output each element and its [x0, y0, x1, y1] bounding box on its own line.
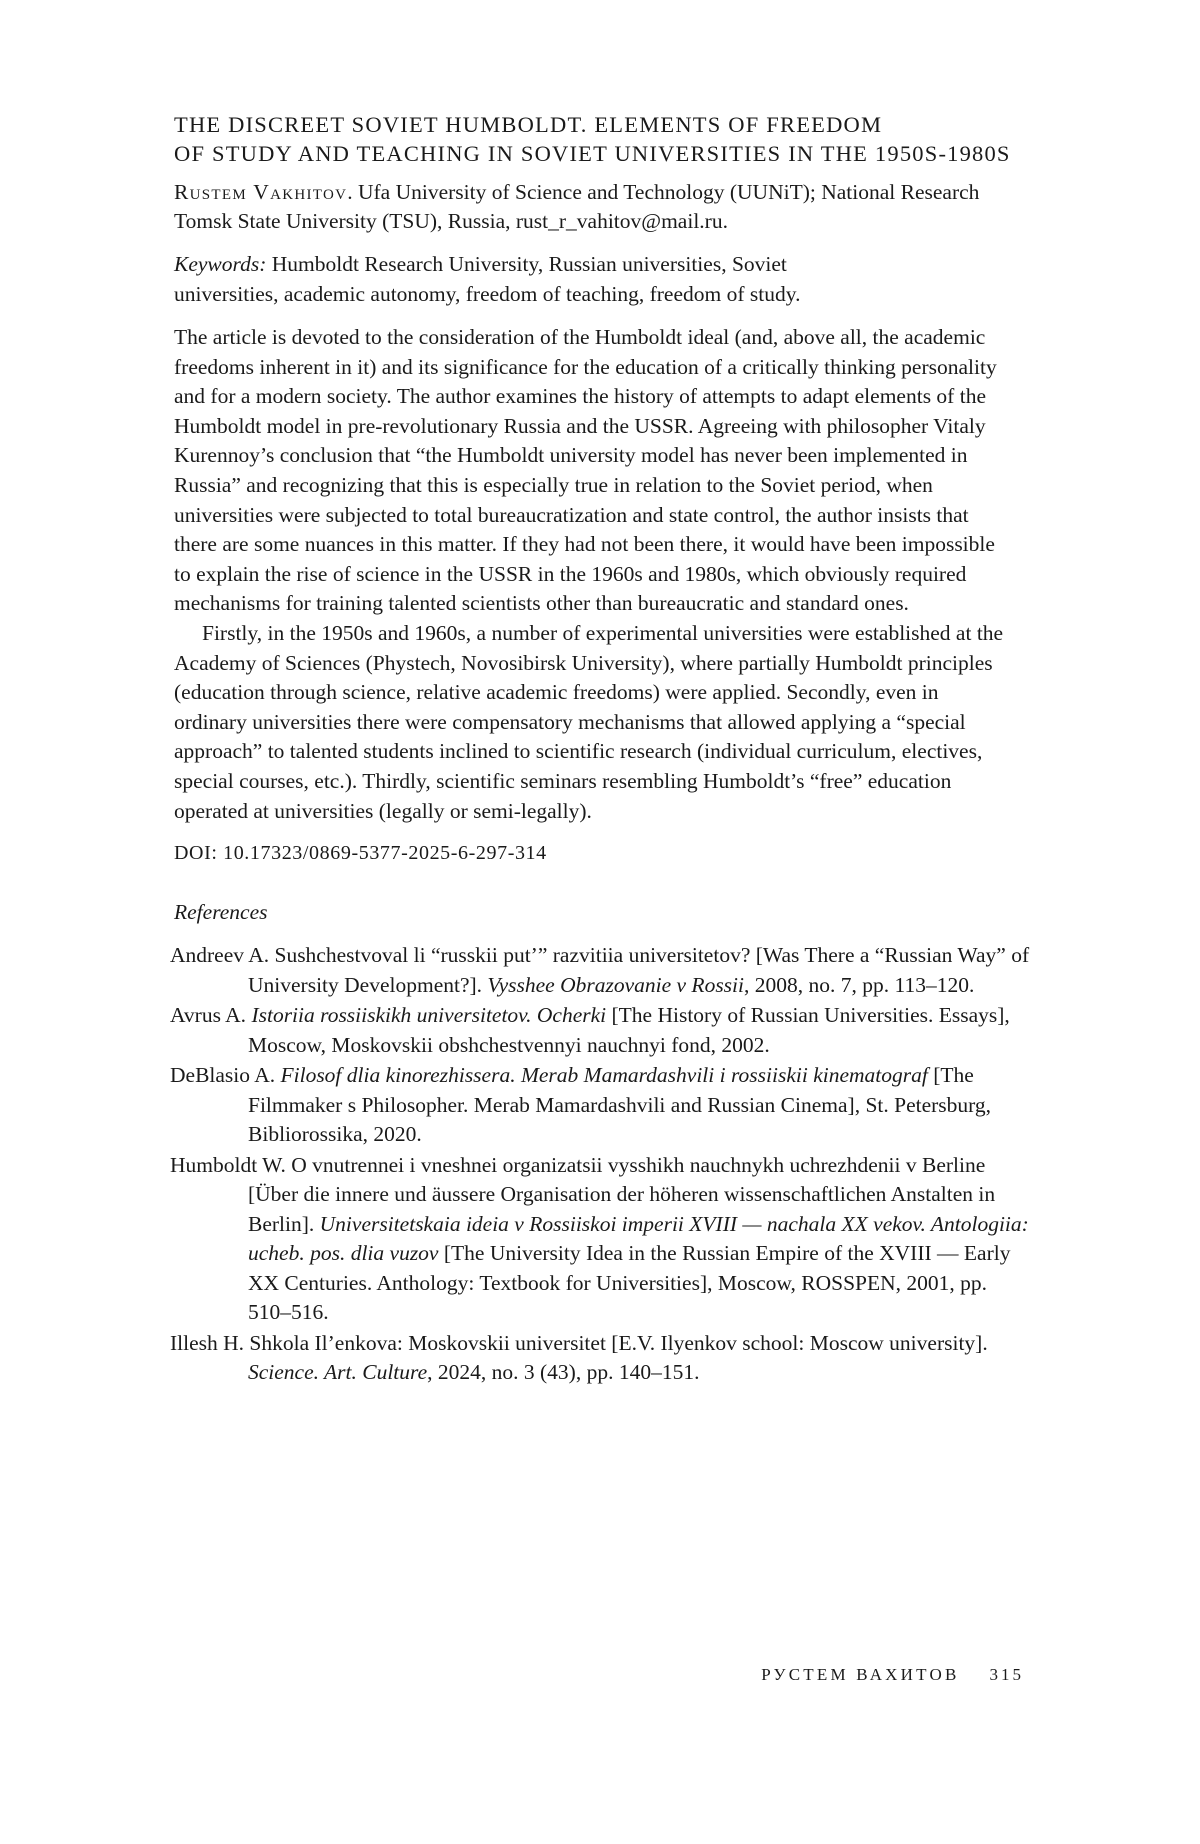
title-line-2: OF STUDY AND TEACHING IN SOVIET UNIVERSITIES IN THE 1950S-1980S	[174, 141, 1011, 166]
keywords-block	[174, 250, 834, 309]
reference-source: Science. Art. Culture	[248, 1360, 428, 1385]
reference-text: Humboldt W. O vnutrennei i vneshnei organizatsii vysshikh nauchnykh uchrezhdenii v Berline [Über die innere und äussere Organisation der höheren wissenschaftlichen Anstalten in Berlin].	[170, 1152, 996, 1236]
reference-item	[170, 1151, 1030, 1328]
title-line-1: THE DISCREET SOVIET HUMBOLDT. ELEMENTS OF FREEDOM	[174, 112, 883, 137]
reference-text: Andreev A. Sushchestvoval li “russkii put’” razvitiia universitetov? [Was There a “Russian Way” of University Development?].	[170, 943, 1030, 997]
abstract-paragraph-1: The article is devoted to the consideration of the Humboldt ideal (and, above all, the academic freedoms inherent in it) and its significance for the education of a critically thinking personality and for a modern society. The author examines the history of attempts to adapt elements of the Humboldt model in pre-revolutionary Russia and the USSR. Agreeing with philosopher Vitaly Kurennoy’s conclusion that “the Humboldt university model has never been implemented in Russia” and recognizing that this is especially true in relation to the Soviet period, when universities were subjected to total bureaucratization and state control, the author insists that there are some nuances in this matter. If they had not been there, it would have been impossible to explain the rise of science in the USSR in the 1960s and 1980s, which obviously required mechanisms for training talented scientists other than bureaucratic and standard ones.	[174, 325, 997, 616]
reference-item	[170, 1061, 1030, 1150]
reference-source: Universitetskaia ideia v Rossiiskoi imperii XVIII — nachala XX vekov. Antologiia: ucheb. pos. dlia vuzov	[248, 1211, 1029, 1266]
article-title	[174, 110, 1024, 168]
reference-details: [The Filmmaker s Philosopher. Merab Mamardashvili and Russian Cinema], St. Petersburg, Bibliorossika, 2020.	[248, 1063, 992, 1147]
reference-details: [The History of Russian Universities. Essays], Moscow, Moskovskii obshchestvennyi nauchnyi fond, 2002.	[248, 1003, 1010, 1057]
author-affiliation: . Ufa University of Science and Technology (UUNiT); National Research Tomsk State University (TSU), Russia, rust_r_vahitov@mail.ru.	[174, 180, 980, 233]
reference-source: Istoriia rossiiskikh universitetov. Ocherki	[251, 1003, 607, 1028]
reference-item	[170, 1001, 1030, 1060]
reference-source: Filosof dlia kinorezhissera. Merab Mamardashvili i rossiiskii kinematograf	[280, 1063, 928, 1088]
author-block	[174, 178, 1024, 236]
references-list	[170, 941, 1030, 1388]
page-number: 315	[989, 1665, 1024, 1684]
reference-item	[170, 941, 1030, 1000]
abstract	[174, 323, 1010, 826]
reference-item	[170, 1329, 1030, 1388]
reference-details: , 2024, no. 3 (43), pp. 140–151.	[427, 1360, 700, 1385]
running-head: РУСТЕМ ВАХИТОВ	[761, 1665, 960, 1684]
abstract-paragraph-2: Firstly, in the 1950s and 1960s, a number of experimental universities were established at the Academy of Sciences (Phystech, Novosibirsk University), where partially Humboldt principles (education through science, relative academic freedoms) were applied. Secondly, even in ordinary universities there were compensatory mechanisms that allowed applying a “special approach” to talented students inclined to scientific research (individual curriculum, electives, special courses, etc.). Thirdly, scientific seminars resembling Humboldt’s “free” education operated at universities (legally or semi-legally).	[174, 620, 1004, 823]
references-heading: References	[174, 900, 268, 925]
reference-text: Avrus A.	[170, 1003, 252, 1028]
doi: DOI: 10.17323/0869-5377-2025-6-297-314	[174, 842, 547, 865]
reference-details: , 2008, no. 7, pp. 113–120.	[744, 972, 975, 997]
reference-source: Vysshee Obrazovanie v Rossii	[487, 972, 744, 997]
keywords-label: Keywords:	[174, 252, 267, 276]
page-content	[170, 110, 1030, 1389]
reference-text: Illesh H. Shkola Il’enkova: Moskovskii universitet [E.V. Ilyenkov school: Moscow university].	[170, 1330, 988, 1355]
keywords-text: Humboldt Research University, Russian universities, Soviet universities, academic autonomy, freedom of teaching, freedom of study.	[174, 252, 801, 306]
reference-details: [The University Idea in the Russian Empire of the XVIII — Early XX Centuries. Anthology: Textbook for Universities], Moscow, ROSSPEN, 2001, pp. 510–516.	[248, 1241, 1011, 1325]
page-footer	[700, 1664, 1024, 1686]
reference-text: DeBlasio A.	[170, 1063, 281, 1088]
author-name: Rustem Vakhitov	[174, 180, 348, 204]
